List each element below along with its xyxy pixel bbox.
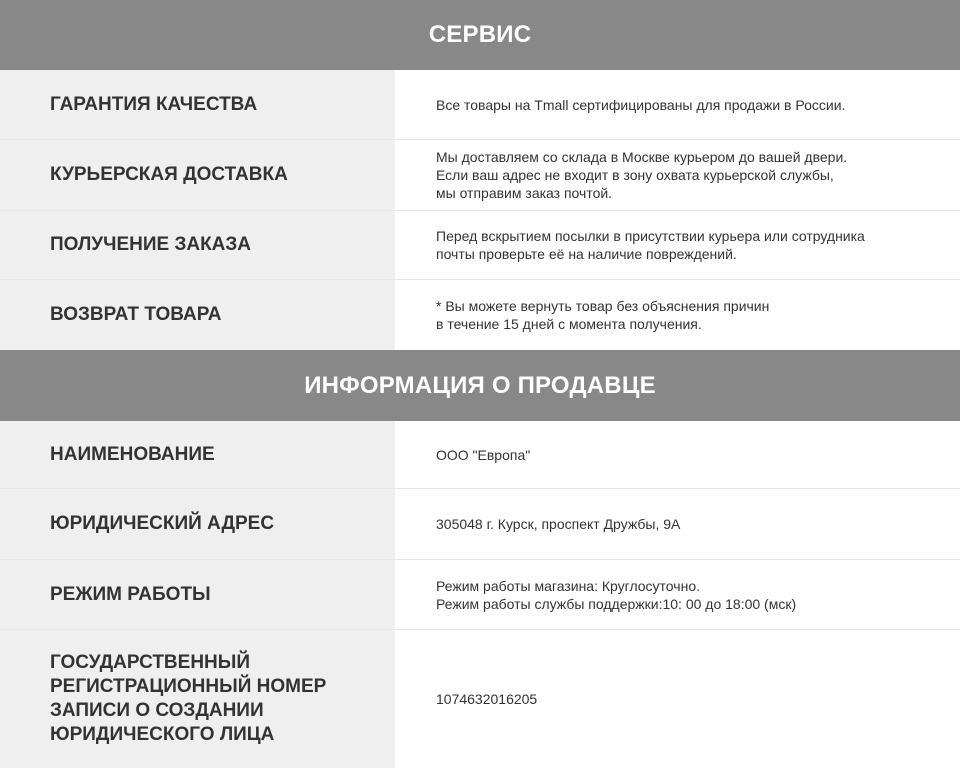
row-value: 305048 г. Курск, проспект Дружбы, 9А xyxy=(395,489,960,559)
row-value: * Вы можете вернуть товар без объяснения причин в течение 15 дней с момента получения. xyxy=(395,280,960,350)
service-row-delivery xyxy=(0,140,960,211)
row-value: Режим работы магазина: Круглосуточно. Режим работы службы поддержки:10: 00 до 18:00 (мск) xyxy=(395,560,960,629)
service-row-quality xyxy=(0,70,960,140)
seller-section-title: ИНФОРМАЦИЯ О ПРОДАВЦЕ xyxy=(0,350,960,421)
row-label: ВОЗВРАТ ТОВАРА xyxy=(0,280,395,350)
row-label: РЕЖИМ РАБОТЫ xyxy=(0,560,395,629)
service-section-title: СЕРВИС xyxy=(0,0,960,70)
row-label: ЮРИДИЧЕСКИЙ АДРЕС xyxy=(0,489,395,559)
service-row-receiving xyxy=(0,211,960,280)
row-value: Мы доставляем со склада в Москве курьером до вашей двери. Если ваш адрес не входит в зону охвата курьерской службы, мы отправим заказ почтой. xyxy=(395,140,960,210)
seller-row-registration xyxy=(0,630,960,768)
row-value: Все товары на Tmall сертифицированы для продажи в России. xyxy=(395,70,960,139)
row-label: ПОЛУЧЕНИЕ ЗАКАЗА xyxy=(0,211,395,279)
row-value: 1074632016205 xyxy=(395,630,960,768)
service-row-return xyxy=(0,280,960,350)
row-label: ГАРАНТИЯ КАЧЕСТВА xyxy=(0,70,395,139)
seller-row-hours xyxy=(0,560,960,630)
row-label: НАИМЕНОВАНИЕ xyxy=(0,421,395,488)
seller-row-address xyxy=(0,489,960,560)
row-label: КУРЬЕРСКАЯ ДОСТАВКА xyxy=(0,140,395,210)
seller-row-name xyxy=(0,421,960,489)
row-value: Перед вскрытием посылки в присутствии курьера или сотрудника почты проверьте её на наличие повреждений. xyxy=(395,211,960,279)
row-value: ООО "Европа" xyxy=(395,421,960,488)
row-label: ГОСУДАРСТВЕННЫЙ РЕГИСТРАЦИОННЫЙ НОМЕР ЗАПИСИ О СОЗДАНИИ ЮРИДИЧЕСКОГО ЛИЦА xyxy=(0,630,395,768)
